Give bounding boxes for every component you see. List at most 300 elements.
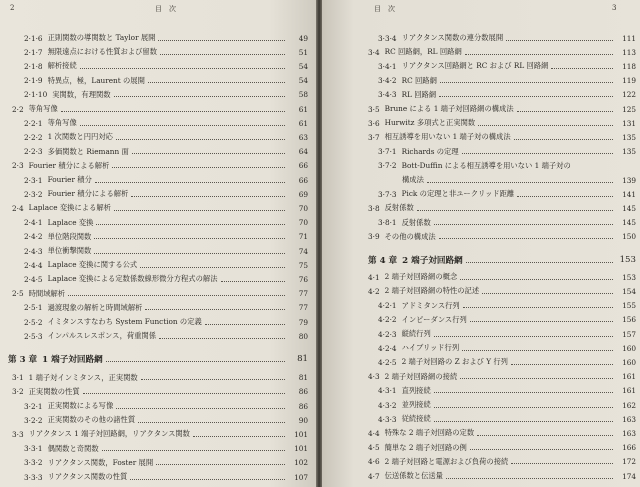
toc-section-number: 2·4 (12, 203, 24, 213)
toc-section-number: 2·1·6 (24, 33, 43, 43)
toc-section-number: 3·4 (368, 47, 380, 57)
toc-title: 単位階段関数 (47, 231, 92, 241)
toc-leader-dots (158, 40, 285, 41)
toc-page-number: 145 (622, 218, 636, 228)
toc-entry (378, 313, 636, 327)
toc-entry (24, 88, 308, 102)
toc-entry (368, 426, 636, 440)
toc-title: 1 次関数と円円対応 (47, 132, 113, 142)
toc-section-number: 3·7·1 (378, 147, 397, 157)
toc-leader-dots (517, 196, 613, 197)
toc-title: 簡単な 2 端子対回路の例 (384, 442, 467, 452)
toc-page-number: 86 (298, 387, 308, 397)
toc-entry (24, 315, 308, 329)
toc-entry (368, 370, 636, 384)
toc-section-number: 3·2 (12, 387, 24, 397)
toc-entry (368, 230, 636, 244)
toc-page-number: 172 (622, 457, 636, 467)
toc-title: 1 端子対インミタンス，正実関数 (28, 372, 138, 382)
toc-chapter-entry (368, 252, 636, 268)
toc-entry (12, 102, 308, 116)
toc-leader-dots (83, 393, 285, 394)
toc-page-number: 102 (294, 458, 308, 468)
toc-title: Laplace 変換に関する公式 (47, 260, 138, 270)
toc-leader-dots (439, 96, 613, 97)
toc-entry (378, 88, 636, 102)
toc-section-number: 3·3 (12, 429, 24, 439)
toc-entry (24, 187, 308, 201)
toc-section-number: 3·7·3 (378, 189, 397, 199)
toc-page-number: 122 (622, 90, 636, 100)
toc-title: リアクタンス 1 端子対回路網，リアクタンス関数 (28, 429, 190, 439)
toc-section-number: 2·2 (12, 104, 24, 114)
toc-title: 直列接続 (401, 385, 431, 395)
toc-entry (378, 59, 636, 73)
toc-leader-dots (80, 68, 285, 69)
toc-entry (368, 102, 636, 116)
toc-section-number: 3·4·3 (378, 90, 397, 100)
toc-entry (24, 399, 308, 413)
toc-entry (24, 116, 308, 130)
toc-title: Richards の定理 (401, 146, 459, 156)
toc-section-number: 4·2 (368, 286, 380, 296)
toc-page-number: 81 (298, 373, 308, 383)
toc-entry (24, 59, 308, 73)
toc-leader-dots (205, 324, 285, 325)
toc-title: Hurwitz 多項式と正実関数 (384, 118, 476, 128)
toc-section-number: 3·4·2 (378, 76, 397, 86)
toc-leader-dots (477, 435, 613, 436)
toc-entry (378, 187, 636, 201)
toc-title: Bott-Duffin による相互誘導を用いない 1 端子対の (401, 160, 571, 170)
toc-title: 正実関数のその他の諸性質 (47, 415, 136, 425)
toc-page-number: 107 (294, 472, 308, 482)
toc-title: 過渡現象の解析と時間域解析 (47, 302, 143, 312)
toc-leader-dots (460, 378, 613, 379)
toc-title: 2 端子対回路網 (402, 256, 463, 266)
toc-leader-dots (482, 293, 613, 294)
toc-title: 無限遠点における性質および留数 (47, 47, 158, 57)
toc-leader-dots (94, 238, 285, 239)
toc-title: RC 回路網，RL 回路網 (384, 47, 462, 57)
toc-entry (368, 201, 636, 215)
toc-section-number: 3·7·2 (378, 161, 397, 171)
toc-entry (378, 341, 636, 355)
toc-leader-dots (478, 125, 613, 126)
toc-title: 偶関数と奇関数 (47, 443, 99, 453)
toc-title: 並列接続 (401, 400, 431, 409)
toc-section-number: 2·4·3 (24, 246, 43, 256)
toc-page-number: 61 (298, 104, 308, 114)
toc-title: 単位衝撃関数 (47, 246, 92, 255)
toc-page-number: 75 (298, 260, 308, 270)
toc-entry (378, 31, 636, 45)
toc-page-number: 80 (298, 331, 308, 341)
toc-section-number: 4·3·1 (378, 386, 397, 396)
toc-page-number: 63 (298, 132, 308, 142)
toc-section-number: 2·4·1 (24, 218, 43, 228)
toc-entry (368, 130, 636, 144)
toc-title: 等角写像 (47, 118, 77, 128)
toc-section-number: 4·2·3 (378, 329, 397, 339)
toc-page-number: 174 (622, 471, 636, 481)
toc-entry (368, 441, 636, 455)
toc-page-number: 51 (298, 47, 308, 57)
toc-title: Fourier 積分による解析 (47, 189, 129, 199)
toc-page-number: 111 (622, 33, 636, 43)
toc-title: 多価関数と Riemann 面 (47, 146, 129, 156)
toc-section-number: 2·3·1 (24, 175, 43, 185)
toc-entry (368, 455, 636, 469)
toc-entry (378, 412, 636, 426)
toc-section-number: 2·5·1 (24, 303, 43, 313)
toc-leader-dots (80, 125, 285, 126)
right-running-header: 目 次 (374, 5, 395, 13)
toc-title: リアクタンス回路網と RC および RL 回路網 (401, 61, 549, 71)
toc-entry (24, 329, 308, 343)
toc-section-number: 4·3 (368, 372, 380, 382)
toc-page-number: 76 (298, 274, 308, 284)
toc-page-number: 163 (622, 428, 636, 438)
right-page (322, 0, 640, 487)
toc-leader-dots (102, 450, 285, 451)
toc-title: リアクタンス関数の連分数展開 (401, 33, 504, 42)
toc-page-number: 135 (622, 147, 636, 157)
toc-title: 1 端子対回路網 (42, 355, 103, 366)
toc-title: リアクタンス関数の性質 (47, 472, 128, 481)
toc-section-number: 3·3·1 (24, 444, 43, 454)
toc-chapter-entry (8, 351, 308, 367)
toc-entry (12, 201, 308, 215)
toc-entry (24, 74, 308, 88)
toc-title: Brune による 1 端子対回路網の構成法 (384, 104, 514, 113)
toc-page-number: 77 (298, 303, 308, 313)
toc-leader-dots (132, 153, 285, 154)
toc-title: Fourier 積分による解析 (28, 160, 110, 170)
toc-page-number: 74 (298, 246, 308, 256)
toc-entry (24, 244, 308, 258)
toc-entry (24, 470, 308, 484)
toc-section-number: 第 3 章 (8, 355, 38, 366)
toc-section-number: 2·3·2 (24, 189, 43, 199)
toc-entry (378, 159, 636, 173)
toc-title: リアクタンス関数，Foster 展開 (47, 457, 154, 467)
toc-section-number: 4·2·2 (378, 315, 397, 325)
toc-section-number: 4·3·2 (378, 400, 397, 410)
toc-page-number: 64 (298, 147, 308, 157)
toc-page-number: 86 (298, 401, 308, 411)
toc-leader-dots (511, 364, 613, 365)
toc-page-number: 119 (622, 76, 636, 86)
toc-entry (24, 145, 308, 159)
toc-title: ハイブリッド行列 (401, 343, 460, 353)
toc-page-number: 145 (622, 203, 636, 213)
toc-leader-dots (463, 307, 613, 308)
toc-page-number: 153 (622, 272, 636, 282)
toc-page-number: 160 (622, 343, 636, 353)
toc-entry (24, 258, 308, 272)
toc-page-number: 157 (622, 329, 636, 339)
toc-entry (24, 442, 308, 456)
toc-page-number: 156 (622, 315, 636, 325)
toc-section-number: 4·2·5 (378, 357, 397, 367)
toc-title: Pick の定理と非ユークリッド距離 (401, 189, 515, 199)
toc-leader-dots (140, 267, 285, 268)
toc-leader-dots (156, 464, 285, 465)
toc-leader-dots (114, 96, 285, 97)
toc-entry (12, 427, 308, 441)
toc-page-number: 79 (298, 317, 308, 327)
toc-section-number: 2·4·4 (24, 260, 43, 270)
toc-title: 正則関数の導関数と Taylor 展開 (47, 33, 156, 42)
toc-leader-dots (114, 210, 285, 211)
toc-title: Fourier 積分 (47, 175, 92, 184)
toc-entry (368, 116, 636, 130)
toc-page-number: 131 (622, 118, 636, 128)
toc-title: 特異点，極，Laurent の展開 (47, 75, 145, 85)
toc-leader-dots (434, 224, 613, 225)
toc-leader-dots (221, 281, 286, 282)
toc-page-number: 54 (298, 61, 308, 71)
toc-leader-dots (160, 54, 285, 55)
toc-entry (368, 284, 636, 298)
toc-leader-dots (116, 139, 285, 140)
toc-section-number: 3·4·1 (378, 61, 397, 71)
left-page (0, 0, 316, 487)
toc-title: 従続接続 (401, 414, 431, 424)
toc-title: その他の構成法 (384, 231, 436, 241)
toc-section-number: 3·9 (368, 232, 380, 242)
toc-title: 正実関数の性質 (28, 386, 80, 396)
toc-title: 縦続行列 (401, 329, 431, 338)
toc-leader-dots (138, 422, 285, 423)
toc-page-number: 150 (622, 232, 636, 242)
toc-title: 反射係数 (384, 203, 414, 213)
toc-page-number: 160 (622, 357, 636, 367)
toc-title: Laplace 変換 (47, 217, 94, 227)
toc-entry (24, 216, 308, 230)
toc-leader-dots (106, 361, 285, 362)
left-page-number: 2 (10, 4, 15, 12)
toc-title: イミタンスすなわち System Function の定義 (47, 317, 202, 326)
toc-section-number: 4·4 (368, 428, 380, 438)
toc-title: 2 端子対回路網の特性の記述 (384, 286, 480, 296)
toc-section-number: 3·7 (368, 132, 380, 142)
toc-leader-dots (434, 392, 613, 393)
toc-page-number: 70 (298, 203, 308, 213)
toc-entry (24, 31, 308, 45)
toc-section-number: 2·5·3 (24, 331, 43, 341)
toc-section-number: 3·1 (12, 373, 24, 383)
toc-leader-dots (417, 210, 613, 211)
toc-page-number: 161 (622, 386, 636, 396)
toc-entry (378, 384, 636, 398)
toc-page-number: 70 (298, 218, 308, 228)
toc-leader-dots (148, 82, 285, 83)
toc-leader-dots (551, 68, 613, 69)
toc-section-number: 3·3·4 (378, 33, 397, 43)
toc-leader-dots (427, 182, 613, 183)
toc-section-number: 2·4·2 (24, 232, 43, 242)
toc-section-number: 2·1·7 (24, 47, 43, 57)
toc-section-number: 2·1·10 (24, 90, 48, 100)
toc-page-number: 69 (298, 189, 308, 199)
toc-leader-dots (462, 153, 613, 154)
toc-section-number: 3·3·3 (24, 472, 43, 482)
toc-leader-dots (446, 478, 613, 479)
toc-section-number: 3·2·1 (24, 401, 43, 411)
toc-leader-dots (95, 182, 285, 183)
toc-leader-dots (465, 54, 613, 55)
toc-page-number: 161 (622, 372, 636, 382)
toc-leader-dots (511, 463, 613, 464)
toc-leader-dots (61, 111, 285, 112)
toc-section-number: 2·3 (12, 161, 24, 171)
toc-page-number: 54 (298, 76, 308, 86)
toc-leader-dots (470, 321, 613, 322)
toc-entry (24, 45, 308, 59)
toc-section-number: 4·5 (368, 443, 380, 453)
toc-leader-dots (96, 224, 285, 225)
toc-leader-dots (68, 295, 285, 296)
toc-entry (12, 385, 308, 399)
toc-page-number: 113 (622, 47, 636, 57)
toc-page-number: 49 (298, 33, 308, 43)
toc-title: 時間域解析 (28, 288, 66, 298)
toc-title: 正実関数による写像 (47, 401, 114, 410)
toc-leader-dots (517, 111, 613, 112)
toc-entry (12, 287, 308, 301)
toc-title: アドミタンス行列 (401, 300, 460, 310)
toc-entry (378, 327, 636, 341)
toc-leader-dots (434, 421, 613, 422)
toc-entry (378, 398, 636, 412)
toc-leader-dots (466, 262, 613, 263)
toc-leader-dots (470, 449, 613, 450)
toc-entry (24, 272, 308, 286)
toc-section-number: 4·6 (368, 457, 380, 467)
toc-section-number: 3·8 (368, 203, 380, 213)
toc-page-number: 162 (622, 400, 636, 410)
toc-section-number: 4·3·3 (378, 414, 397, 424)
toc-entry (24, 413, 308, 427)
toc-page-number: 166 (622, 443, 636, 453)
toc-section-number: 2·2·3 (24, 147, 43, 157)
toc-entry (24, 173, 308, 187)
toc-leader-dots (434, 407, 613, 408)
toc-title: 伝送係数と伝送量 (384, 471, 443, 480)
toc-entry (378, 299, 636, 313)
toc-entry (378, 145, 636, 159)
toc-entry (24, 230, 308, 244)
toc-section-number: 3·6 (368, 118, 380, 128)
toc-page-number: 66 (298, 175, 308, 185)
toc-entry (368, 469, 636, 483)
toc-page-number: 58 (298, 90, 308, 100)
toc-page-number: 125 (622, 104, 636, 114)
toc-title: 特殊な 2 端子対回路の定数 (384, 428, 475, 438)
toc-page-number: 81 (297, 354, 308, 365)
toc-leader-dots (193, 436, 285, 437)
toc-leader-dots (141, 379, 285, 380)
toc-page-number: 118 (622, 61, 636, 71)
toc-leader-dots (112, 167, 285, 168)
toc-entry (378, 74, 636, 88)
toc-title: RL 回路網 (401, 89, 437, 99)
toc-leader-dots (514, 139, 613, 140)
toc-leader-dots (145, 309, 285, 310)
toc-section-number: 第 4 章 (368, 256, 398, 266)
toc-leader-dots (506, 40, 613, 41)
toc-title: 等角写像 (28, 104, 58, 113)
toc-page-number: 77 (298, 289, 308, 299)
toc-leader-dots (130, 479, 285, 480)
toc-page-number: 154 (622, 286, 636, 296)
toc-title: Laplace 変換による解析 (28, 203, 111, 213)
toc-section-number: 3·3·2 (24, 458, 43, 468)
toc-entry (368, 270, 636, 284)
toc-page-number: 61 (298, 118, 308, 128)
toc-page-number: 71 (298, 232, 308, 242)
toc-leader-dots (439, 238, 613, 239)
toc-title: 2 端子対回路網の概念 (384, 272, 458, 282)
toc-section-number: 2·4·5 (24, 274, 43, 284)
toc-section-number: 4·2·4 (378, 343, 397, 353)
toc-page-number: 141 (622, 189, 636, 199)
toc-entry (12, 371, 308, 385)
toc-entry (24, 456, 308, 470)
toc-page-number: 66 (298, 161, 308, 171)
toc-section-number: 4·1 (368, 272, 380, 282)
toc-page-number: 153 (619, 255, 636, 265)
left-running-header: 目 次 (155, 5, 176, 13)
right-page-number: 3 (612, 4, 617, 12)
toc-title: 相互誘導を用いない 1 端子対の構成法 (384, 132, 511, 142)
toc-section-number: 2·1·8 (24, 61, 43, 71)
toc-section-number: 3·5 (368, 104, 380, 114)
toc-leader-dots (94, 253, 285, 254)
toc-leader-dots (440, 82, 613, 83)
toc-page-number: 155 (622, 301, 636, 311)
toc-page-number: 101 (294, 429, 308, 439)
toc-entry (12, 159, 308, 173)
toc-section-number: 4·7 (368, 471, 380, 481)
toc-leader-dots (460, 279, 613, 280)
toc-entry (378, 355, 636, 369)
toc-section-number: 2·2·1 (24, 118, 43, 128)
toc-section-number: 2·1·9 (24, 76, 43, 86)
toc-section-number: 2·2·2 (24, 132, 43, 142)
toc-title: 実関数，有理関数 (52, 89, 111, 99)
toc-page-number: 101 (294, 444, 308, 454)
toc-leader-dots (159, 338, 285, 339)
toc-section-number: 2·5 (12, 289, 24, 299)
toc-leader-dots (462, 350, 613, 351)
toc-section-number: 4·2·1 (378, 301, 397, 311)
toc-title: Laplace 変換による定数係数線形微分方程式の解法 (47, 274, 218, 284)
toc-entry (402, 173, 636, 187)
toc-entry (24, 130, 308, 144)
toc-leader-dots (131, 196, 285, 197)
toc-leader-dots (434, 336, 613, 337)
toc-title: RC 回路網 (401, 75, 437, 85)
toc-page-number: 90 (298, 415, 308, 425)
toc-entry (378, 216, 636, 230)
toc-entry (368, 45, 636, 59)
toc-title: 構成法 (402, 175, 424, 184)
toc-page-number: 135 (622, 132, 636, 142)
toc-leader-dots (116, 408, 285, 409)
